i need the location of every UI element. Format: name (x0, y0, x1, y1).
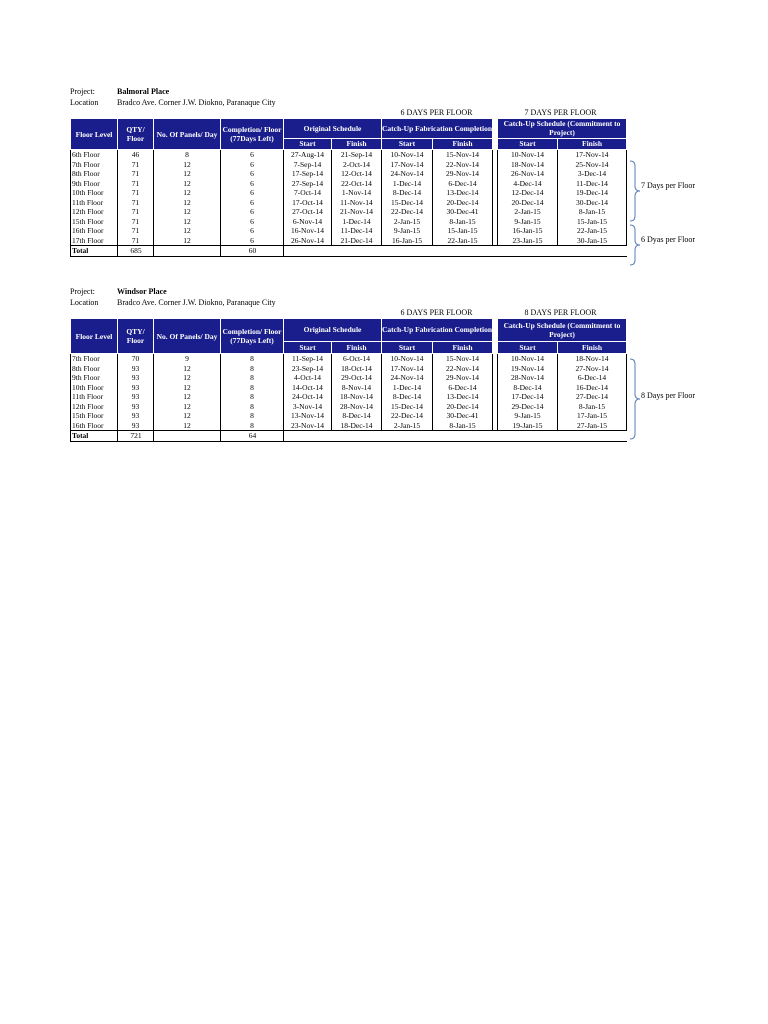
cell-fab-finish: 13-Dec-14 (433, 188, 493, 198)
cell-fab-start: 1-Dec-14 (382, 179, 433, 189)
cell-panels-per-day: 12 (154, 411, 221, 421)
cell-panels-per-day: 12 (154, 402, 221, 412)
header-finish: Finish (433, 138, 493, 149)
cell-original-finish: 6-Oct-14 (332, 354, 382, 364)
cell-original-start: 27-Aug-14 (284, 150, 332, 160)
schedule-table (70, 318, 627, 442)
note-days-per-floor: 7 Days per Floor (641, 181, 695, 190)
cell-commit-start: 17-Dec-14 (498, 392, 558, 402)
table-row (71, 354, 627, 364)
cell-fab-start: 8-Dec-14 (382, 392, 433, 402)
cell-panels-per-day: 12 (154, 226, 221, 236)
cell-fab-finish: 30-Dec-41 (433, 207, 493, 217)
cell-completion: 6 (221, 160, 284, 170)
header-finish: Finish (332, 341, 382, 353)
header-completion: Completion/ Floor (77Days Left) (221, 319, 284, 354)
cell-original-start: 13-Nov-14 (284, 411, 332, 421)
cell-floor-level: 9th Floor (71, 373, 118, 383)
period-fabrication: 6 DAYS PER FLOOR (400, 308, 473, 317)
cell-commit-start: 18-Nov-14 (498, 160, 558, 170)
header-original-schedule: Original Schedule (284, 319, 382, 342)
cell-completion: 6 (221, 150, 284, 160)
cell-qty: 71 (118, 188, 154, 198)
header-panels-day: No. Of Panels/ Day (154, 319, 221, 354)
cell-commit-start: 10-Nov-14 (498, 354, 558, 364)
total-completion: 64 (221, 431, 284, 442)
cell-commit-start: 4-Dec-14 (498, 179, 558, 189)
cell-qty: 93 (118, 402, 154, 412)
cell-commit-finish: 22-Jan-15 (558, 226, 627, 236)
header-catchup-fab: Catch-Up Fabrication Completion (382, 319, 493, 342)
cell-qty: 93 (118, 421, 154, 431)
cell-commit-start: 19-Jan-15 (498, 421, 558, 431)
period-fabrication: 6 DAYS PER FLOOR (400, 108, 473, 117)
header-finish: Finish (558, 341, 627, 353)
header-start: Start (284, 341, 332, 353)
cell-qty: 71 (118, 207, 154, 217)
cell-commit-finish: 8-Jan-15 (558, 207, 627, 217)
cell-floor-level: 10th Floor (71, 383, 118, 393)
header-start: Start (498, 138, 558, 149)
location-value: Bradco Ave. Corner J.W. Diokno, Paranaque City (117, 298, 276, 307)
cell-fab-finish: 29-Nov-14 (433, 373, 493, 383)
note-days-per-floor: 6 Dyas per Floor (641, 235, 695, 244)
cell-commit-finish: 18-Nov-14 (558, 354, 627, 364)
table-row (71, 226, 627, 236)
cell-commit-finish: 16-Dec-14 (558, 383, 627, 393)
header-catchup-fab: Catch-Up Fabrication Completion (382, 119, 493, 139)
header-start: Start (382, 138, 433, 149)
cell-panels-per-day: 12 (154, 236, 221, 246)
cell-commit-start: 12-Dec-14 (498, 188, 558, 198)
cell-fab-start: 10-Nov-14 (382, 150, 433, 160)
cell-fab-finish: 30-Dec-41 (433, 411, 493, 421)
location-label: Location (70, 298, 99, 307)
project-label: Project: (70, 87, 95, 96)
cell-panels-per-day: 12 (154, 169, 221, 179)
cell-floor-level: 15th Floor (71, 217, 118, 227)
cell-commit-start: 28-Nov-14 (498, 373, 558, 383)
cell-qty: 93 (118, 411, 154, 421)
cell-original-start: 27-Sep-14 (284, 179, 332, 189)
cell-panels-per-day: 12 (154, 421, 221, 431)
cell-qty: 71 (118, 160, 154, 170)
table-row (71, 421, 627, 431)
period-commitment: 8 DAYS PER FLOOR (524, 308, 597, 317)
cell-original-start: 17-Oct-14 (284, 198, 332, 208)
cell-original-finish: 29-Oct-14 (332, 373, 382, 383)
cell-qty: 71 (118, 179, 154, 189)
total-completion: 60 (221, 246, 284, 257)
cell-fab-start: 24-Nov-14 (382, 373, 433, 383)
cell-panels-per-day: 12 (154, 392, 221, 402)
cell-completion: 6 (221, 169, 284, 179)
cell-fab-finish: 22-Jan-15 (433, 236, 493, 246)
cell-floor-level: 10th Floor (71, 188, 118, 198)
header-qty-floor: QTY/ Floor (118, 119, 154, 150)
cell-completion: 8 (221, 402, 284, 412)
cell-fab-finish: 22-Nov-14 (433, 160, 493, 170)
cell-qty: 93 (118, 373, 154, 383)
location-value: Bradco Ave. Corner J.W. Diokno, Paranaque City (117, 98, 276, 107)
cell-commit-start: 8-Dec-14 (498, 383, 558, 393)
total-row (71, 246, 627, 257)
cell-commit-start: 29-Dec-14 (498, 402, 558, 412)
cell-completion: 8 (221, 354, 284, 364)
schedule-body (71, 150, 627, 257)
cell-fab-finish: 6-Dec-14 (433, 179, 493, 189)
cell-completion: 6 (221, 198, 284, 208)
cell-completion: 6 (221, 207, 284, 217)
cell-floor-level: 8th Floor (71, 364, 118, 374)
cell-fab-start: 2-Jan-15 (382, 421, 433, 431)
note-days-per-floor: 8 Days per Floor (641, 391, 695, 400)
cell-original-finish: 11-Dec-14 (332, 226, 382, 236)
cell-completion: 8 (221, 364, 284, 374)
cell-completion: 8 (221, 421, 284, 431)
cell-original-finish: 18-Dec-14 (332, 421, 382, 431)
cell-fab-finish: 15-Nov-14 (433, 150, 493, 160)
cell-fab-finish: 8-Jan-15 (433, 217, 493, 227)
table-row (71, 217, 627, 227)
cell-fab-start: 10-Nov-14 (382, 354, 433, 364)
cell-fab-finish: 15-Nov-14 (433, 354, 493, 364)
table-row (71, 373, 627, 383)
cell-commit-start: 19-Nov-14 (498, 364, 558, 374)
total-qty: 685 (118, 246, 154, 257)
cell-qty: 71 (118, 198, 154, 208)
header-floor-level: Floor Level (71, 119, 118, 150)
header-qty-floor: QTY/ Floor (118, 319, 154, 354)
header-floor-level: Floor Level (71, 319, 118, 354)
cell-original-finish: 8-Nov-14 (332, 383, 382, 393)
cell-original-finish: 18-Nov-14 (332, 392, 382, 402)
cell-original-start: 23-Sep-14 (284, 364, 332, 374)
cell-qty: 93 (118, 383, 154, 393)
location-row (70, 297, 710, 308)
cell-original-start: 4-Oct-14 (284, 373, 332, 383)
location-row (70, 97, 710, 108)
cell-qty: 46 (118, 150, 154, 160)
table-row (71, 411, 627, 421)
cell-fab-start: 9-Jan-15 (382, 226, 433, 236)
cell-qty: 71 (118, 226, 154, 236)
header-catchup-commit: Catch-Up Schedule (Commitment to Project) (498, 119, 627, 139)
project-name: Windsor Place (117, 287, 167, 296)
cell-fab-start: 15-Dec-14 (382, 198, 433, 208)
total-label: Total (71, 431, 118, 442)
cell-commit-finish: 17-Nov-14 (558, 150, 627, 160)
cell-panels-per-day: 12 (154, 198, 221, 208)
header-catchup-commit: Catch-Up Schedule (Commitment to Project) (498, 319, 627, 342)
cell-qty: 71 (118, 236, 154, 246)
cell-completion: 8 (221, 411, 284, 421)
cell-original-finish: 1-Dec-14 (332, 217, 382, 227)
cell-fab-start: 8-Dec-14 (382, 188, 433, 198)
period-commitment: 7 DAYS PER FLOOR (524, 108, 597, 117)
cell-original-finish: 11-Nov-14 (332, 198, 382, 208)
cell-fab-start: 2-Jan-15 (382, 217, 433, 227)
cell-completion: 6 (221, 226, 284, 236)
cell-qty: 71 (118, 169, 154, 179)
cell-original-finish: 8-Dec-14 (332, 411, 382, 421)
header-finish: Finish (558, 138, 627, 149)
cell-original-start: 7-Sep-14 (284, 160, 332, 170)
cell-commit-finish: 17-Jan-15 (558, 411, 627, 421)
cell-fab-finish: 15-Jan-15 (433, 226, 493, 236)
header-finish: Finish (332, 138, 382, 149)
cell-floor-level: 7th Floor (71, 160, 118, 170)
header-start: Start (498, 341, 558, 353)
header-start: Start (284, 138, 332, 149)
cell-panels-per-day: 12 (154, 160, 221, 170)
cell-fab-finish: 22-Nov-14 (433, 364, 493, 374)
cell-original-finish: 21-Dec-14 (332, 236, 382, 246)
cell-panels-per-day: 12 (154, 373, 221, 383)
total-qty: 721 (118, 431, 154, 442)
cell-original-start: 3-Nov-14 (284, 402, 332, 412)
cell-original-start: 17-Sep-14 (284, 169, 332, 179)
header-panels-day: No. Of Panels/ Day (154, 119, 221, 150)
cell-panels-per-day: 8 (154, 150, 221, 160)
section-balmoral (70, 86, 710, 257)
cell-fab-start: 1-Dec-14 (382, 383, 433, 393)
schedule-table (70, 118, 627, 257)
cell-fab-finish: 20-Dec-14 (433, 198, 493, 208)
cell-original-start: 6-Nov-14 (284, 217, 332, 227)
cell-panels-per-day: 12 (154, 364, 221, 374)
period-labels (70, 108, 710, 118)
project-name: Balmoral Place (117, 87, 170, 96)
cell-original-finish: 1-Nov-14 (332, 188, 382, 198)
cell-fab-start: 16-Jan-15 (382, 236, 433, 246)
cell-floor-level: 11th Floor (71, 198, 118, 208)
cell-qty: 70 (118, 354, 154, 364)
brace-icon (628, 160, 642, 222)
cell-original-start: 24-Oct-14 (284, 392, 332, 402)
cell-fab-finish: 29-Nov-14 (433, 169, 493, 179)
cell-completion: 6 (221, 217, 284, 227)
cell-panels-per-day: 12 (154, 188, 221, 198)
cell-panels-per-day: 12 (154, 383, 221, 393)
cell-completion: 8 (221, 392, 284, 402)
cell-floor-level: 16th Floor (71, 421, 118, 431)
cell-fab-start: 17-Nov-14 (382, 160, 433, 170)
cell-original-finish: 18-Oct-14 (332, 364, 382, 374)
section-windsor (70, 286, 710, 442)
cell-completion: 6 (221, 188, 284, 198)
cell-fab-finish: 13-Dec-14 (433, 392, 493, 402)
cell-floor-level: 15th Floor (71, 411, 118, 421)
schedule-body (71, 354, 627, 442)
header-completion: Completion/ Floor (77Days Left) (221, 119, 284, 150)
cell-commit-finish: 8-Jan-15 (558, 402, 627, 412)
cell-floor-level: 9th Floor (71, 179, 118, 189)
table-row (71, 207, 627, 217)
cell-panels-per-day: 12 (154, 179, 221, 189)
cell-commit-start: 10-Nov-14 (498, 150, 558, 160)
cell-floor-level: 6th Floor (71, 150, 118, 160)
cell-original-start: 27-Oct-14 (284, 207, 332, 217)
cell-commit-finish: 19-Dec-14 (558, 188, 627, 198)
cell-original-finish: 21-Nov-14 (332, 207, 382, 217)
cell-floor-level: 12th Floor (71, 402, 118, 412)
cell-fab-start: 17-Nov-14 (382, 364, 433, 374)
cell-commit-start: 20-Dec-14 (498, 198, 558, 208)
cell-commit-finish: 3-Dec-14 (558, 169, 627, 179)
cell-original-start: 14-Oct-14 (284, 383, 332, 393)
cell-fab-finish: 8-Jan-15 (433, 421, 493, 431)
table-row (71, 236, 627, 246)
cell-commit-finish: 15-Jan-15 (558, 217, 627, 227)
table-row (71, 198, 627, 208)
cell-completion: 6 (221, 179, 284, 189)
cell-panels-per-day: 12 (154, 217, 221, 227)
cell-completion: 6 (221, 236, 284, 246)
cell-qty: 93 (118, 392, 154, 402)
table-row (71, 392, 627, 402)
cell-original-finish: 2-Oct-14 (332, 160, 382, 170)
cell-fab-start: 22-Dec-14 (382, 207, 433, 217)
cell-floor-level: 17th Floor (71, 236, 118, 246)
cell-commit-start: 16-Jan-15 (498, 226, 558, 236)
total-row (71, 431, 627, 442)
cell-floor-level: 8th Floor (71, 169, 118, 179)
cell-completion: 8 (221, 383, 284, 393)
table-row (71, 179, 627, 189)
cell-qty: 71 (118, 217, 154, 227)
table-row (71, 383, 627, 393)
cell-commit-finish: 27-Jan-15 (558, 421, 627, 431)
brace-icon (628, 224, 642, 266)
total-label: Total (71, 246, 118, 257)
cell-fab-finish: 20-Dec-14 (433, 402, 493, 412)
cell-commit-start: 9-Jan-15 (498, 217, 558, 227)
cell-commit-start: 26-Nov-14 (498, 169, 558, 179)
table-row (71, 402, 627, 412)
cell-commit-finish: 30-Jan-15 (558, 236, 627, 246)
cell-original-start: 16-Nov-14 (284, 226, 332, 236)
cell-commit-finish: 11-Dec-14 (558, 179, 627, 189)
cell-commit-finish: 25-Nov-14 (558, 160, 627, 170)
cell-original-finish: 22-Oct-14 (332, 179, 382, 189)
cell-commit-start: 9-Jan-15 (498, 411, 558, 421)
cell-original-finish: 12-Oct-14 (332, 169, 382, 179)
header-original-schedule: Original Schedule (284, 119, 382, 139)
cell-commit-start: 2-Jan-15 (498, 207, 558, 217)
cell-commit-start: 23-Jan-15 (498, 236, 558, 246)
cell-completion: 8 (221, 373, 284, 383)
cell-commit-finish: 27-Dec-14 (558, 392, 627, 402)
cell-fab-start: 15-Dec-14 (382, 402, 433, 412)
cell-original-finish: 21-Sep-14 (332, 150, 382, 160)
cell-commit-finish: 27-Nov-14 (558, 364, 627, 374)
cell-fab-start: 24-Nov-14 (382, 169, 433, 179)
cell-qty: 93 (118, 364, 154, 374)
project-row (70, 286, 710, 297)
table-row (71, 169, 627, 179)
cell-panels-per-day: 9 (154, 354, 221, 364)
cell-floor-level: 12th Floor (71, 207, 118, 217)
cell-commit-finish: 30-Dec-14 (558, 198, 627, 208)
cell-original-start: 26-Nov-14 (284, 236, 332, 246)
period-labels (70, 308, 710, 318)
cell-panels-per-day: 12 (154, 207, 221, 217)
cell-floor-level: 16th Floor (71, 226, 118, 236)
cell-fab-start: 22-Dec-14 (382, 411, 433, 421)
project-row (70, 86, 710, 97)
cell-commit-finish: 6-Dec-14 (558, 373, 627, 383)
cell-original-start: 23-Nov-14 (284, 421, 332, 431)
cell-original-start: 11-Sep-14 (284, 354, 332, 364)
table-row (71, 364, 627, 374)
table-row (71, 150, 627, 160)
header-start: Start (382, 341, 433, 353)
cell-original-start: 7-Oct-14 (284, 188, 332, 198)
project-label: Project: (70, 287, 95, 296)
cell-floor-level: 7th Floor (71, 354, 118, 364)
cell-original-finish: 28-Nov-14 (332, 402, 382, 412)
cell-floor-level: 11th Floor (71, 392, 118, 402)
table-row (71, 160, 627, 170)
cell-fab-finish: 6-Dec-14 (433, 383, 493, 393)
location-label: Location (70, 98, 99, 107)
header-finish: Finish (433, 341, 493, 353)
table-row (71, 188, 627, 198)
